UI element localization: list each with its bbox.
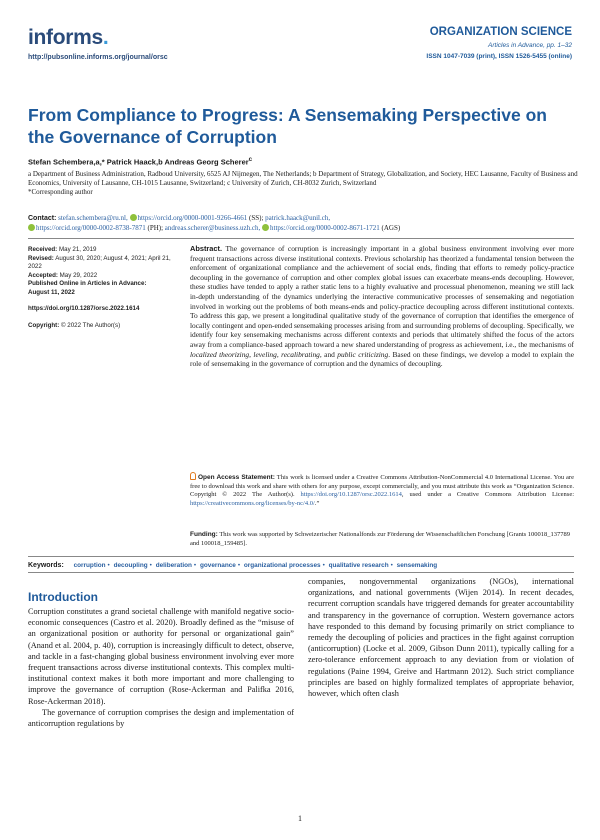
affiliation-text: a Department of Business Administration, Radboud University, 6525 AJ Nijmegen, The Netherlands; b Department of Strategy, Globalization, and Society, HEC Lausanne, Faculty of Business and Economics, University of Lausanne, CH-1015 Lausanne, Switzerland; c University of Zurich, CH-8032 Zurich, Switzerland bbox=[28, 170, 578, 187]
journal-url-link[interactable]: http://pubsonline.informs.org/journal/orsc bbox=[28, 54, 168, 61]
contact-tag-3: (AGS) bbox=[381, 223, 401, 232]
article-history bbox=[28, 246, 178, 330]
corresponding-author-note: *Corresponding author bbox=[28, 188, 93, 196]
abstract-sep: , and bbox=[319, 349, 338, 359]
abstract-term-4: public criticizing bbox=[337, 349, 389, 359]
open-access-icon bbox=[190, 472, 196, 480]
received-date: May 21, 2019 bbox=[58, 246, 97, 253]
divider bbox=[28, 556, 574, 557]
accepted-date: May 29, 2022 bbox=[59, 271, 98, 279]
abstract-label: Abstract. bbox=[190, 244, 223, 253]
paragraph: Corruption constitutes a grand societal challenge with manifold negative socio-economic consequences (Castro et al. 2020). Broadly defined as the “misuse of an organizational position or authority for personal or organizational gain” (Anand et al. 2004, p. 40), corruption is increasingly difficult to detect, observe, and tackle in a fast-changing global business environment involving ever more frequent transactions across diverse institutional contexts. This complex multi-institutional context makes it both more important and more challenging to improve the governance of corruption (Rose-Ackerman and Palifka 2016, Rose-Ackerman 2018). bbox=[28, 607, 294, 706]
logo-text: informs bbox=[28, 26, 103, 49]
keyword-link[interactable]: qualitative research bbox=[328, 562, 389, 569]
revised-dates: August 30, 2020; August 4, 2021; April 21, 2022 bbox=[28, 254, 171, 270]
orcid-link-3[interactable]: https://orcid.org/0000-0002-8671-1721 bbox=[270, 223, 380, 232]
abstract-text-2: . Based on these findings, we develop a model to explain the role of sensemaking in the governance of corruption and the dynamics of decoupling. bbox=[190, 349, 575, 369]
published-date: August 11, 2022 bbox=[28, 288, 75, 296]
funding-statement bbox=[190, 531, 574, 548]
abstract bbox=[190, 244, 574, 369]
open-access-label: Open Access Statement: bbox=[198, 474, 275, 481]
keywords: Keywords: corruption • decoupling • deliberation • governance • organizational processes • qualitative research • sensemaking bbox=[28, 562, 438, 569]
author-names: Stefan Schembera,a,* Patrick Haack,b Andreas Georg Scherer bbox=[28, 157, 249, 167]
published-label: Published Online in Articles in Advance: bbox=[28, 280, 147, 287]
keyword-link[interactable]: organizational processes bbox=[243, 562, 321, 569]
keyword-link[interactable]: governance bbox=[199, 562, 236, 569]
accepted-label: Accepted: bbox=[28, 271, 58, 279]
license-link[interactable]: https://creativecommons.org/licenses/by-nc/4.0/ bbox=[190, 499, 315, 507]
divider bbox=[28, 238, 574, 239]
affiliations bbox=[28, 170, 578, 197]
email-link-2[interactable]: patrick.haack@unil.ch, bbox=[265, 214, 331, 222]
keyword-link[interactable]: corruption bbox=[73, 562, 106, 569]
section-heading: Introduction bbox=[28, 590, 98, 604]
orcid-icon bbox=[130, 214, 137, 221]
abstract-text-1: The governance of corruption is increasingly important in a global business environment involving ever more frequent transactions across diverse institutional contexts. Previous scholarship has theorized a fundamental tension between the enforcement of organizational compliance and the achievement of social ends, finding that efforts to remedy policy-practice decoupling in the governance of corruption and other complex global issues can exacerbate means-ends decoupling. However, these studies have tended to apply a rather static lens to a highly evaluative and processual phenomenon, meaning we still lack in-depth understanding of the dynamics underlying the interactive communicative processes of sensemaking and negotiation involved in working out the problems of both means-ends and policy-practice decoupling across different institutional contexts. To address this gap, we present a longitudinal qualitative study of the governance of corruption that identifies the emergence of locally contingent and open-ended sensemaking processes arising from and surrounding problems of decoupling. Specifically, we identify four key sensemaking mechanisms across different contexts and periods that ultimately shifted the focus of the actors away from a compliance-based approach toward a new shared understanding of progress as achievement, i.e., the mechanisms of bbox=[190, 244, 574, 349]
logo-dot: . bbox=[102, 26, 109, 49]
informs-logo[interactable] bbox=[28, 26, 108, 50]
abstract-term-2: leveling bbox=[253, 349, 277, 359]
abstract-term-1: localized theorizing bbox=[190, 349, 250, 359]
email-link-1[interactable]: stefan.schembera@ru.nl, bbox=[58, 214, 128, 222]
funding-label: Funding: bbox=[190, 531, 218, 538]
keyword-link[interactable]: deliberation bbox=[155, 562, 192, 569]
abstract-term-3: recalibrating bbox=[281, 349, 320, 359]
open-access-text-2: , used under a Creative Commons Attribution License: bbox=[401, 491, 575, 499]
doi-link[interactable]: https://doi.org/10.1287/orsc.2022.1614 bbox=[28, 305, 140, 312]
open-access-text: This work is licensed under a Creative Commons Attribution-NonCommercial 4.0 International License. You are free to download this work and share with others for any purpose, except commercially, and you must attribute this work as “Organization Science. Copyright © 2022 The Author(s). bbox=[190, 474, 574, 499]
author-list bbox=[28, 156, 252, 167]
abstract-sep: , bbox=[276, 349, 282, 359]
orcid-icon bbox=[262, 224, 269, 231]
body-column-right bbox=[308, 576, 574, 699]
copyright-text: © 2022 The Author(s) bbox=[61, 321, 121, 329]
contact-tag-2: (PH); bbox=[147, 223, 164, 232]
copyright-label: Copyright: bbox=[28, 321, 60, 329]
open-access-doi-link[interactable]: https://doi.org/10.1287/orsc.2022.1614 bbox=[300, 491, 402, 499]
body-column-left bbox=[28, 606, 294, 729]
keyword-link[interactable]: sensemaking bbox=[396, 562, 438, 569]
page-number: 1 bbox=[298, 814, 302, 823]
issue-info: Articles in Advance, pp. 1–32 bbox=[488, 42, 572, 49]
contact-info bbox=[28, 214, 578, 233]
contact-tag-1: (SS); bbox=[249, 214, 264, 222]
keywords-label: Keywords: bbox=[28, 562, 64, 569]
paragraph: companies, nongovernmental organizations (NGOs), international organizations, and national governments (Wijen 2014). In recent decades, recurrent corruption scandals have triggered demands for greater accountability and transparency in the governance of corruption. Western governance actors have responded to this demand by focusing primarily on strict compliance to remedy the decoupling of policies and practices in the fight against corruption (anticorruption) (Locke et al. 2009, Gibson Dunn 2011), typically calling for a zero-tolerance enforcement approach to any deviation from or violation of regulations (Paine 1994, Greive and Hartmann 2012). Such strict compliance principles are based on highly formalized templates of appropriate behavior, however, which often clash bbox=[308, 577, 574, 699]
author-sup: c bbox=[248, 156, 253, 163]
orcid-icon bbox=[28, 224, 35, 231]
contact-label: Contact: bbox=[28, 215, 57, 222]
received-label: Received: bbox=[28, 246, 58, 253]
journal-name: ORGANIZATION SCIENCE bbox=[429, 26, 572, 38]
divider bbox=[28, 572, 574, 573]
paragraph: The governance of corruption comprises the design and implementation of anticorruption regulations by bbox=[28, 707, 294, 729]
abstract-sep: , bbox=[249, 349, 254, 359]
article-title: From Compliance to Progress: A Sensemaking Perspective on the Governance of Corruption bbox=[28, 105, 547, 147]
orcid-link-2[interactable]: https://orcid.org/0000-0002-8738-7871 bbox=[36, 223, 146, 232]
revised-label: Revised: bbox=[28, 254, 54, 262]
email-link-3[interactable]: andreas.scherer@business.uzh.ch, bbox=[164, 223, 261, 232]
orcid-link-1[interactable]: https://orcid.org/0000-0001-9266-4661 bbox=[137, 214, 248, 222]
open-access-statement bbox=[190, 472, 574, 508]
keyword-link[interactable]: decoupling bbox=[113, 562, 148, 569]
funding-text: This work was supported by Schweizerischer Nationalfonds zur Förderung der Wissenschaftlichen Forschung [Grants 100018_137789 and 100018_159485]. bbox=[190, 531, 571, 547]
open-access-text-3: .” bbox=[314, 499, 320, 507]
issn-info: ISSN 1047-7039 (print), ISSN 1526-5455 (online) bbox=[426, 53, 572, 60]
